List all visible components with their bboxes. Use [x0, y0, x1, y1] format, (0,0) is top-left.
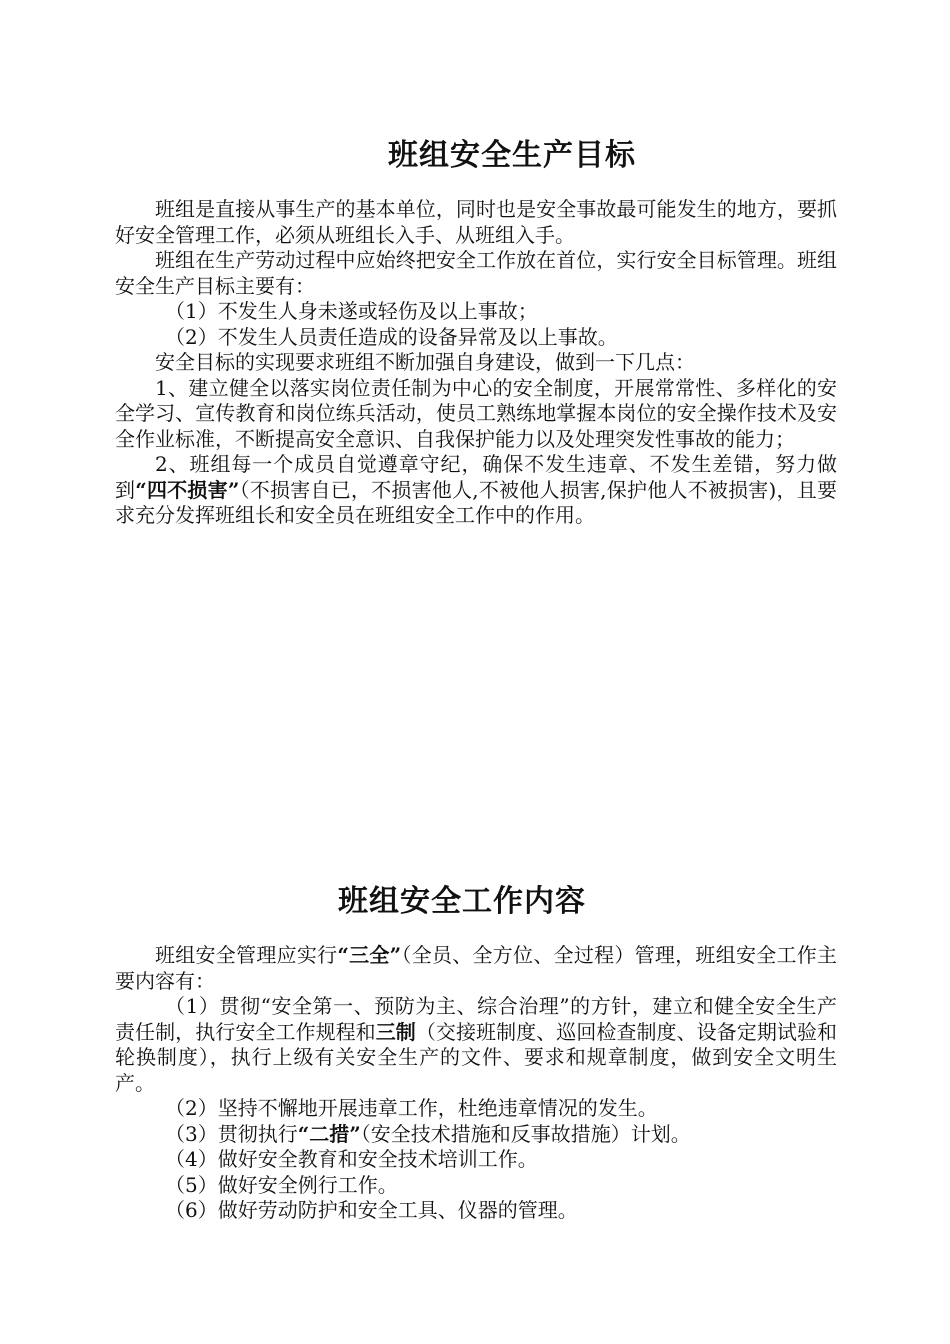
section-safety-goals: [115, 197, 837, 529]
goal-item-2: （2）不发生人员责任造成的设备异常及以上事故。: [165, 324, 618, 349]
paragraph-three-all: [115, 943, 837, 994]
two-measures-emphasis: “二措”: [297, 1121, 361, 1146]
work-item-2: （2）坚持不懈地开展违章工作，杜绝违章情况的发生。: [165, 1096, 658, 1120]
section-safety-work: [115, 943, 837, 1224]
paragraph-requirements: 安全目标的实现要求班组不断加强自身建设，做到一下几点：: [155, 350, 695, 374]
work-item-1: [115, 994, 837, 1096]
requirement-item-2-rest: （不损害自已，不损害他人,不被他人损害,保护他人不被损害)，且要求充分发挥班组长和安全员在班组安全工作中的作用。: [115, 477, 837, 527]
work-item-3-text: （3）贯彻执行: [165, 1121, 298, 1146]
work-item-5: （5）做好安全例行工作。: [165, 1172, 398, 1197]
requirement-item-1: 1、建立健全以落实岗位责任制为中心的安全制度，开展常常性、多样化的安全学习、宣传教育和岗位练兵活动，使员工熟练地掌握本岗位的安全操作技术及安全作业标准，不断提高安全意识、自我保护能力以及处理突发性事故的能力；: [115, 375, 837, 451]
section-title-safety-work: 班组安全工作内容: [338, 884, 586, 919]
paragraph-intro: 班组是直接从事生产的基本单位，同时也是安全事故最可能发生的地方，要抓好安全管理工作，必须从班组长入手、从班组入手。: [115, 197, 837, 247]
work-item-4: （4）做好安全教育和安全技术培训工作。: [165, 1147, 538, 1171]
work-item-1-text: （1）贯彻“安全第一、预防为主、综合治理”的方针，建立和健全安全生产责任制，执行安全工作规程和: [115, 994, 837, 1044]
work-item-3: [115, 1122, 837, 1148]
three-all-text: 班组安全管理应实行: [155, 943, 338, 967]
section-title-safety-goals: 班组安全生产目标: [388, 138, 636, 173]
four-no-harm-emphasis: “四不损害”: [135, 477, 240, 502]
work-item-3-rest: （安全技术措施和反事故措施）计划。: [360, 1121, 691, 1146]
three-all-rest: （全员、全方位、全过程）管理，班组安全工作主要内容有：: [115, 943, 838, 993]
work-item-6: （6）做好劳动防护和安全工具、仪器的管理。: [165, 1198, 578, 1222]
requirement-item-2: [115, 452, 837, 529]
three-all-emphasis: “三全”: [337, 943, 402, 967]
three-systems-emphasis: 三制: [375, 1019, 416, 1044]
goal-item-1: （1）不发生人身未遂或轻伤及以上事故；: [165, 299, 538, 323]
work-item-1-rest: （交接班制度、巡回检查制度、设备定期试验和轮换制度），执行上级有关安全生产的文件、要求和规章制度，做到安全文明生产。: [115, 1019, 838, 1095]
paragraph-goal-management: 班组在生产劳动过程中应始终把安全工作放在首位，实行安全目标管理。班组安全生产目标主要有：: [115, 248, 837, 298]
requirement-item-2-text: 2、班组每一个成员自觉遵章守纪，确保不发生违章、不发生差错，努力做到: [115, 452, 837, 502]
